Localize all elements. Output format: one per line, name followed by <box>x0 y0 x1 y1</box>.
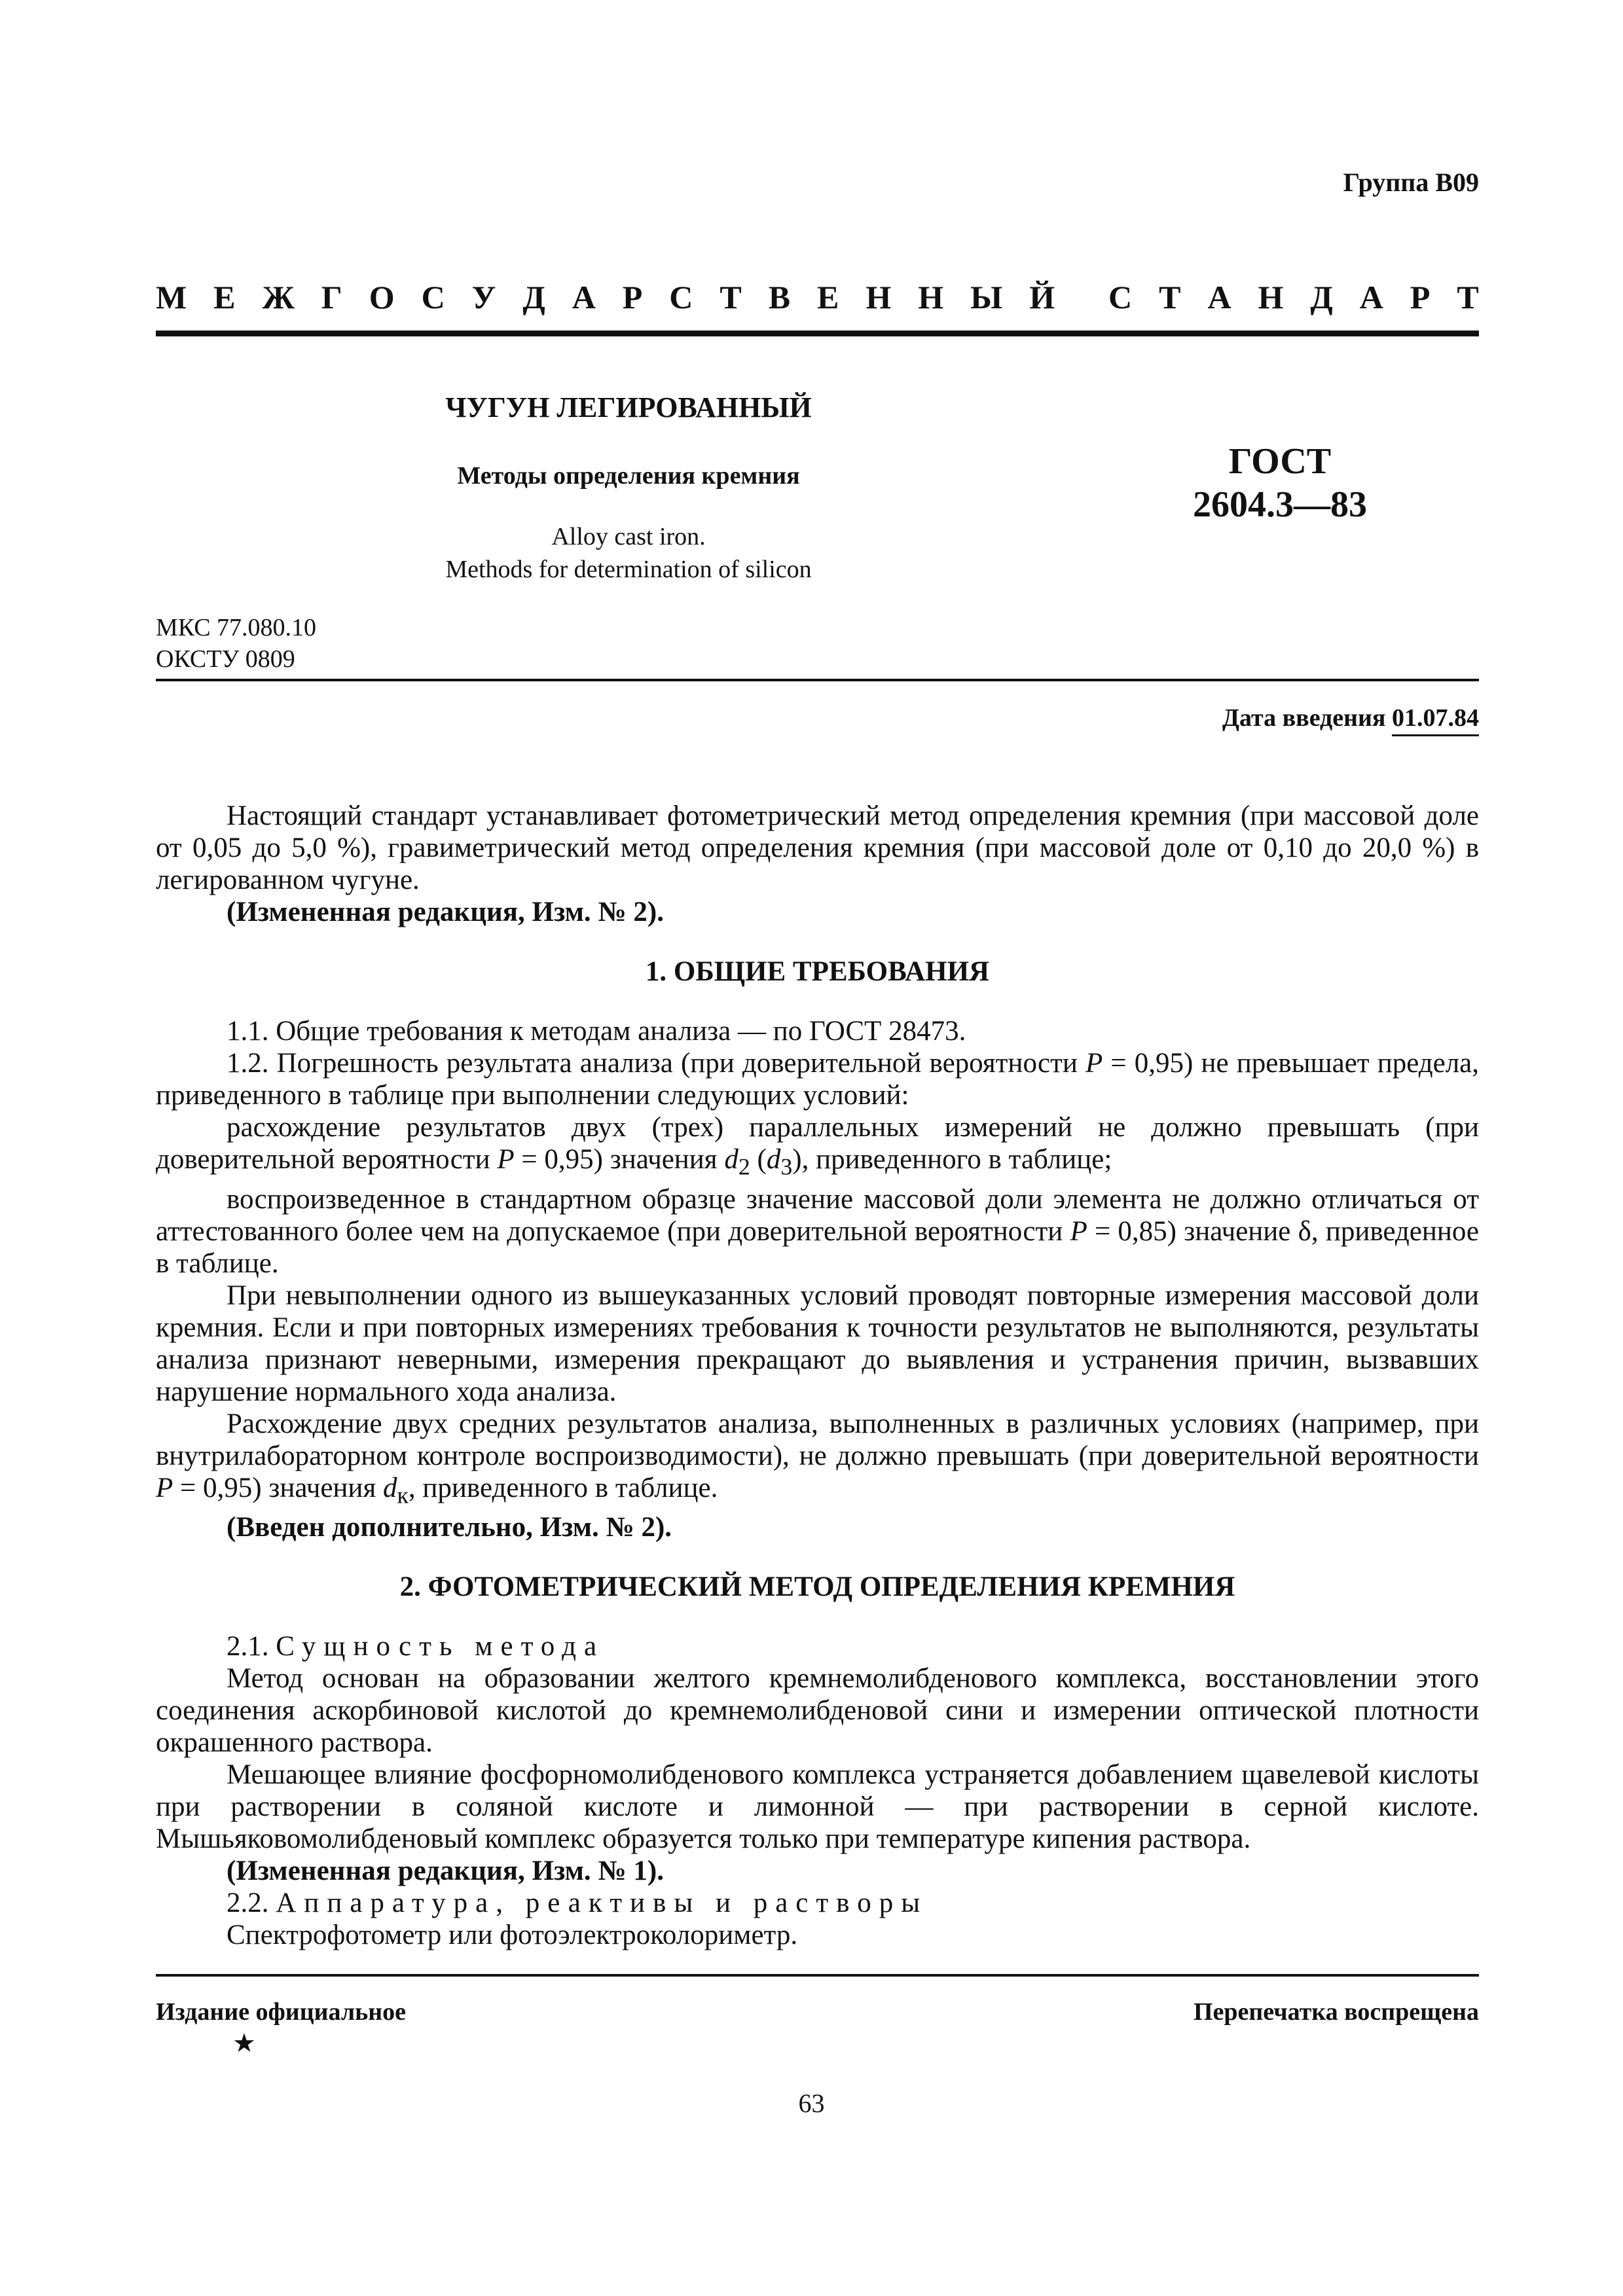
heading-letter: Й <box>1029 279 1055 315</box>
text-span: Расхождение двух средних результатов анализа, выполненных в различных условиях (например, при внутрилабораторном контроле воспроизводимости), не должно превышать (при доверительной вероятности <box>156 1408 1479 1471</box>
sub-2: 2 <box>738 1153 750 1180</box>
heading-letter: А <box>1207 279 1231 315</box>
text-span: ) <box>792 1144 802 1175</box>
section-1-amendment-note: (Введен дополнительно, Изм. № 2). <box>227 1512 672 1543</box>
clause-title: Сущность метода <box>276 1631 605 1662</box>
clause-2-1-paragraph-1: Метод основан на образовании желтого кремнемолибденового комплекса, восстановлении этого соединения аскорбиновой кислотой до кремнемолибденовой сини и измерении оптической плотности окрашенного раствора. <box>156 1663 1479 1759</box>
clause-number: 2.1. <box>227 1631 269 1662</box>
heading-letter: Д <box>522 279 545 315</box>
heading-letter: Р <box>1410 279 1431 315</box>
var-d3: d <box>766 1144 781 1175</box>
heading-letter: Д <box>1310 279 1333 315</box>
mks-code: МКС 77.080.10 <box>156 614 317 641</box>
clause-title: Аппаратура, реактивы и растворы <box>276 1888 928 1919</box>
clause-1-1: 1.1. Общие требования к методам анализа — по ГОСТ 28473. <box>227 1016 966 1047</box>
heading-letter: Н <box>918 279 944 315</box>
heading-letter: Н <box>1258 279 1284 315</box>
official-edition-label: Издание официальное <box>156 1998 407 2026</box>
group-label: Группа В09 <box>1343 168 1479 197</box>
text-span: ( <box>750 1144 767 1175</box>
document-subtitle: Методы определения кремния <box>457 462 800 490</box>
clause-1-2-reproducibility <box>156 1408 1479 1512</box>
heading-letter: М <box>156 279 187 315</box>
clause-1-2-condition-1 <box>156 1111 1479 1183</box>
clause-1-2-repeat: При невыполнении одного из вышеуказанных условий проводят повторные измерения массовой доли кремния. Если и при повторных измерениях требования к точности результатов не выполняются, результаты анализа признают неверными, измерения прекращают до выявления и устранения причин, вызвавших нарушение нормального хода анализа. <box>156 1280 1479 1407</box>
heading-letter: А <box>572 279 596 315</box>
star-icon: ★ <box>232 2028 256 2058</box>
heading-letter: С <box>421 279 445 315</box>
heading-letter: Г <box>321 279 342 315</box>
heading-letter: Т <box>1159 279 1181 315</box>
gost-designation <box>1172 440 1388 526</box>
text-span: , приведенного в таблице; <box>801 1144 1112 1175</box>
heading-letter: В <box>768 279 791 315</box>
intro-date-label: Дата введения <box>1222 704 1386 732</box>
interstate-standard-heading <box>156 278 1479 316</box>
intro-amendment-note: (Измененная редакция, Изм. № 2). <box>227 897 664 927</box>
reprint-prohibited-label: Перепечатка воспрещена <box>1193 1998 1479 2026</box>
text-span: расхождение результатов двух (трех) параллельных измерений не должно превышать (при доверительной вероятности <box>156 1112 1479 1175</box>
text-span: = 0,85) значение δ, приведенное в таблице. <box>156 1215 1480 1279</box>
text-span: = 0,95) не превышает предела, приведенного в таблице при выполнении следующих условий: <box>156 1048 1479 1111</box>
text-span: = 0,95) значения <box>173 1472 383 1503</box>
gost-number: 2604.3—83 <box>1193 484 1367 525</box>
page-number: 63 <box>798 2089 825 2118</box>
clause-2-2-paragraph-1: Спектрофотометр или фотоэлектроколориметр. <box>227 1920 798 1951</box>
heading-letter: Р <box>622 279 643 315</box>
section-2-heading: 2. ФОТОМЕТРИЧЕСКИЙ МЕТОД ОПРЕДЕЛЕНИЯ КРЕМНИЯ <box>399 1571 1235 1603</box>
codes-rule <box>156 679 1479 681</box>
section-1-heading: 1. ОБЩИЕ ТРЕБОВАНИЯ <box>645 956 990 987</box>
heading-letter: Е <box>817 279 839 315</box>
english-title-line-2: Methods for determination of silicon <box>445 556 812 583</box>
heading-letter: Ж <box>262 279 295 315</box>
heading-letter: Ы <box>970 279 1003 315</box>
var-p: P <box>156 1472 173 1503</box>
var-d2: d <box>724 1144 739 1175</box>
text-span: воспроизведенное в стандартном образце значение массовой доли элемента не должно отличаться от аттестованного более чем на допускаемое (при доверительной вероятности <box>156 1183 1479 1247</box>
classification-codes <box>156 612 316 675</box>
document-title: ЧУГУН ЛЕГИРОВАННЫЙ <box>445 391 812 423</box>
sub-3: 3 <box>780 1153 793 1180</box>
english-title-line-1: Alloy cast iron. <box>551 523 706 550</box>
document-body <box>156 800 1479 1951</box>
clause-1-2 <box>156 1047 1479 1111</box>
var-dk: d <box>382 1472 397 1503</box>
clause-1-2-condition-2 <box>156 1183 1479 1280</box>
footer-rule <box>156 1974 1479 1977</box>
text-span: 1.2. Погрешность результата анализа (при доверительной вероятности <box>227 1048 1086 1079</box>
english-title <box>367 520 890 586</box>
clause-2-2-title <box>156 1887 1479 1919</box>
gost-label: ГОСТ <box>1228 441 1332 482</box>
text-span: = 0,95) значения <box>514 1144 725 1175</box>
heading-letter: С <box>1108 279 1133 315</box>
var-p: P <box>497 1144 515 1175</box>
header-rule <box>156 331 1479 336</box>
clause-2-1-amendment-note: (Измененная редакция, Изм. № 1). <box>227 1856 664 1887</box>
heading-letter: Т <box>1457 279 1479 315</box>
clause-2-1-title <box>156 1630 1479 1662</box>
intro-paragraph: Настоящий стандарт устанавливает фотометрический метод определения кремния (при массовой доле от 0,05 до 5,0 %), гравиметрический метод определения кремния (при массовой доле от 0,10 до 20,0 %) в легированном чугуне. <box>156 800 1479 895</box>
var-p: P <box>1085 1048 1103 1079</box>
sub-k: к <box>397 1482 409 1509</box>
heading-letter: О <box>369 279 395 315</box>
clause-number: 2.2. <box>227 1888 269 1919</box>
heading-letter: Е <box>213 279 236 315</box>
okstu-code: ОКСТУ 0809 <box>156 645 295 673</box>
heading-letter: Н <box>866 279 892 315</box>
introduction-date <box>1222 704 1479 732</box>
heading-letter: Т <box>720 279 742 315</box>
clause-2-1-paragraph-2: Мешающее влияние фосфорномолибденового комплекса устраняется добавлением щавелевой кислоты при растворении в соляной кислоте и лимонной — при растворении в серной кислоте. Мышьяковомолибденовый комплекс образуется только при температуре кипения раствора. <box>156 1759 1479 1855</box>
text-span: , приведенного в таблице. <box>408 1472 718 1503</box>
heading-letter: С <box>669 279 693 315</box>
intro-date-value: 01.07.84 <box>1392 704 1479 736</box>
heading-letter: У <box>471 279 496 315</box>
heading-letter: А <box>1359 279 1383 315</box>
var-p: P <box>1070 1215 1087 1247</box>
